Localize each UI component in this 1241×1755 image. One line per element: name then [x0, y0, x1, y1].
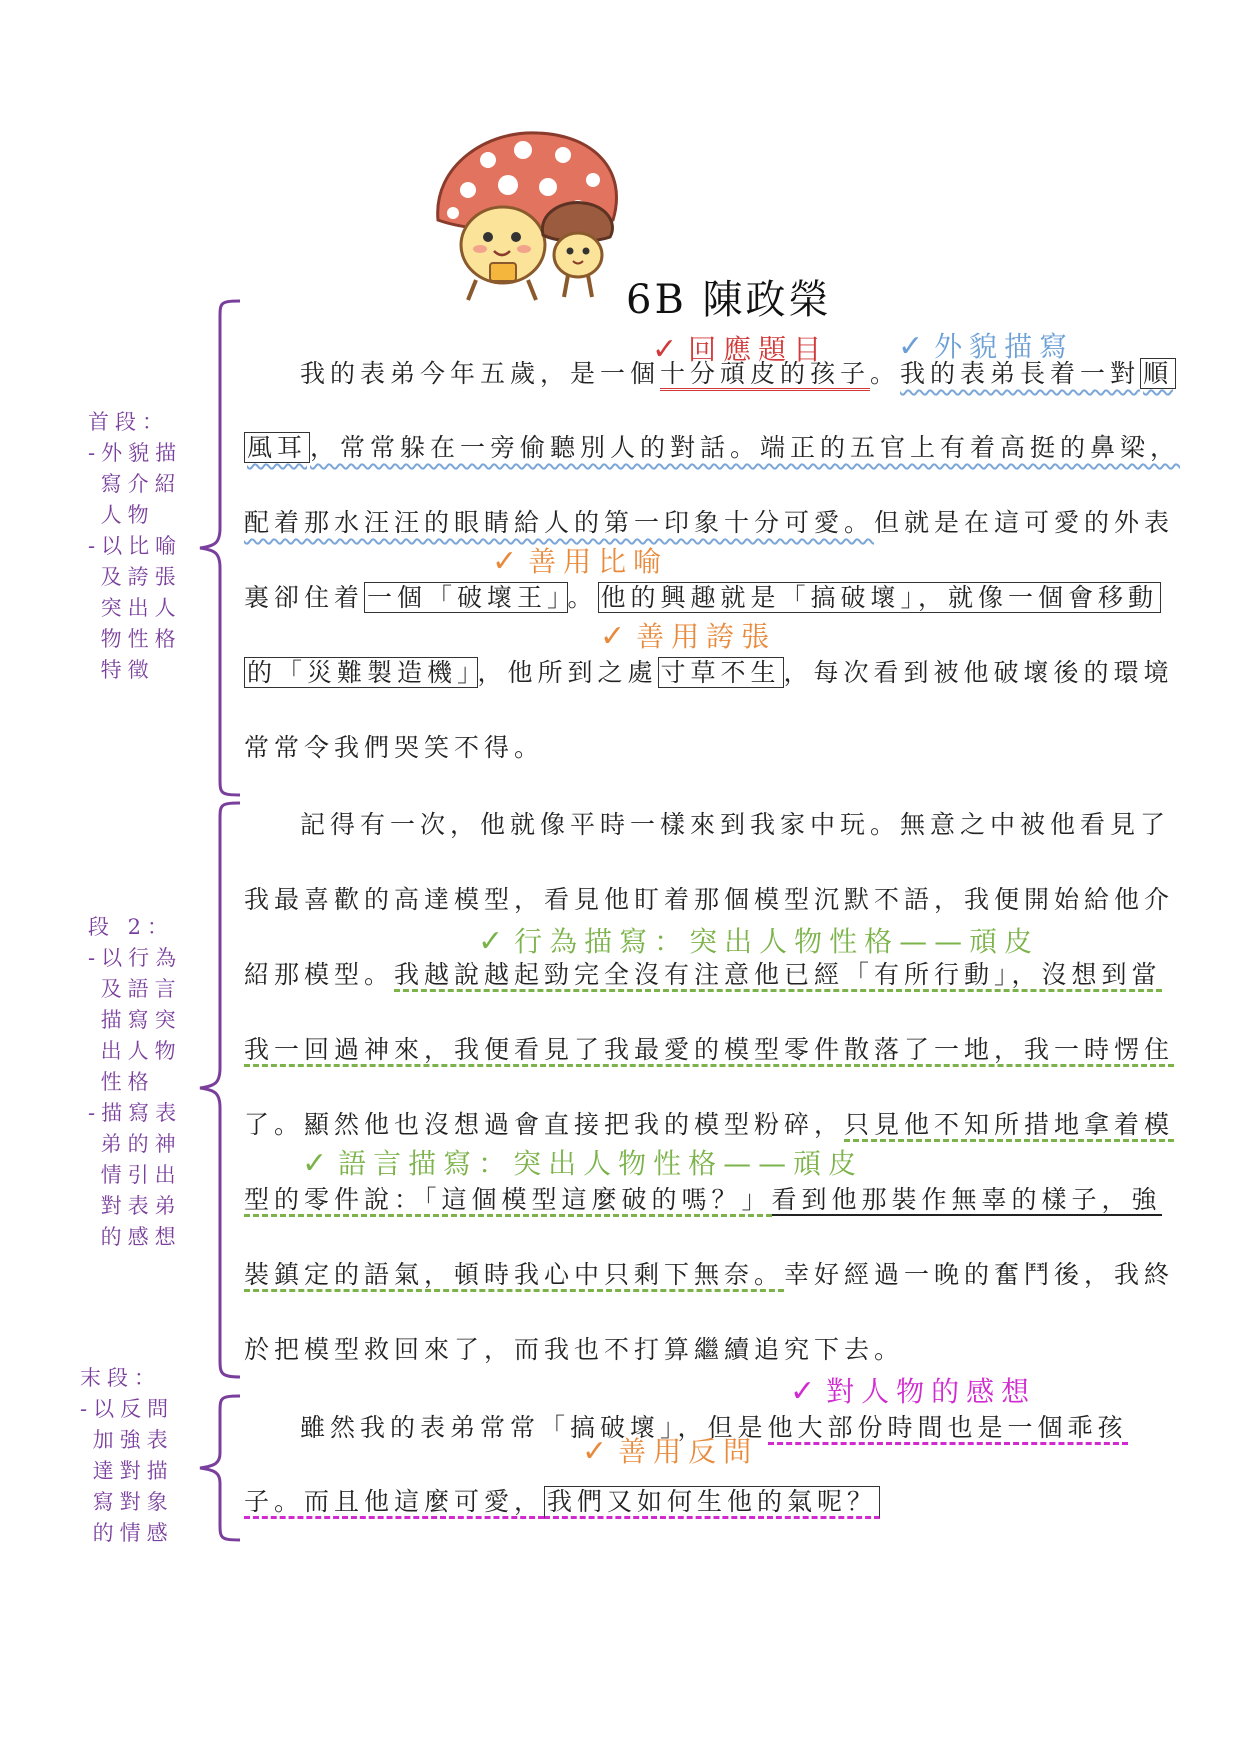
annotation-feelings: ✓ 對人物的感想 — [790, 1374, 1037, 1409]
side-note-second-paragraph: 段 2： -以行為 及語言 描寫突 出人物 性格 -描寫表 弟的神 情引出 對表弟 的感想 — [88, 915, 183, 1249]
mushroom-mascot-illustration — [428, 125, 638, 310]
check-icon: ✓ — [492, 544, 525, 579]
p3-line-1: 雖然我的表弟常常「搞破壞」，但是他大部份時間也是一個乖孩 — [300, 1410, 1160, 1446]
p2-line-5: 了。顯然他也沒想過會直接把我的模型粉碎，只見他不知所措地拿着模 — [244, 1107, 1154, 1143]
annotation-exaggeration: ✓ 善用誇張 — [600, 619, 777, 654]
annotation-action-description: ✓ 行為描寫：突出人物性格——頑皮 — [478, 924, 1040, 959]
annotation-metaphor: ✓ 善用比喻 — [492, 544, 669, 579]
check-icon: ✓ — [652, 332, 685, 367]
side-note-first-paragraph: 首段： -外貌描 寫介紹 人物 -以比喻 及誇張 突出人 物性格 特徵 — [88, 410, 183, 682]
p2-line-7: 裝鎮定的語氣，頓時我心中只剩下無奈。幸好經過一晚的奮鬥後，我終 — [244, 1257, 1154, 1293]
p2-line-1: 記得有一次，他就像平時一樣來到我家中玩。無意之中被他看見了 — [300, 810, 1171, 839]
p2-line-4: 我一回過神來，我便看見了我最愛的模型零件散落了一地，我一時愣住 — [244, 1032, 1154, 1068]
p2-line-6: 型的零件說：「這個模型這麼破的嗎？」看到他那裝作無辜的樣子，強 — [244, 1182, 1154, 1218]
annotation-speech-description: ✓ 語言描寫：突出人物性格——頑皮 — [302, 1146, 864, 1181]
check-icon: ✓ — [582, 1434, 615, 1469]
check-icon: ✓ — [790, 1374, 823, 1409]
side-note-last-paragraph: 末段： -以反問 加強表 達對描 寫對象 的情感 — [80, 1366, 175, 1545]
brace-paragraph-1 — [185, 298, 245, 798]
annotation-appearance: ✓ 外貌描寫 — [898, 329, 1075, 364]
p1-line-2: 風耳 ，常常躲在一旁偷聽別人的對話。端正的五官上有着高挺的鼻梁， — [244, 430, 1154, 466]
check-icon: ✓ — [302, 1146, 335, 1181]
p3-line-2: 子。而且他這麼可愛， 我們又如何生他的氣呢？ — [244, 1484, 1154, 1520]
p1-line-6: 常常令我們哭笑不得。 — [244, 733, 545, 762]
annotation-rhetorical-question: ✓ 善用反問 — [582, 1434, 759, 1469]
p1-line-4: 裏卻住着 一個「破壞王」 。 他的興趣就是「搞破壞」，就像一個會移動 — [244, 580, 1154, 616]
p1-line-1: 我的表弟今年五歲，是一個十分頑皮的孩子。我的表弟長着一對 順 — [300, 356, 1160, 392]
check-icon: ✓ — [600, 619, 633, 654]
brace-paragraph-2 — [185, 800, 245, 1380]
annotation-respond-topic: ✓ 回應題目 — [652, 332, 829, 367]
brace-paragraph-3 — [185, 1393, 245, 1543]
p1-line-5: 的「災難製造機」 ，他所到之處 寸草不生 ，每次看到被他破壞後的環境 — [244, 655, 1154, 691]
check-icon: ✓ — [898, 329, 931, 364]
p2-line-8: 於把模型救回來了，而我也不打算繼續追究下去。 — [244, 1335, 905, 1364]
p2-line-2: 我最喜歡的高達模型，看見他盯着那個模型沉默不語，我便開始給他介 — [244, 885, 1175, 914]
page-title: 6B 陳政榮 — [626, 277, 832, 323]
p2-line-3: 紹那模型。我越說越起勁完全沒有注意他已經「有所行動」，沒想到當 — [244, 957, 1154, 993]
check-icon: ✓ — [478, 924, 511, 959]
p1-line-3: 配着那水汪汪的眼睛給人的第一印象十分可愛。但就是在這可愛的外表 — [244, 508, 1175, 537]
